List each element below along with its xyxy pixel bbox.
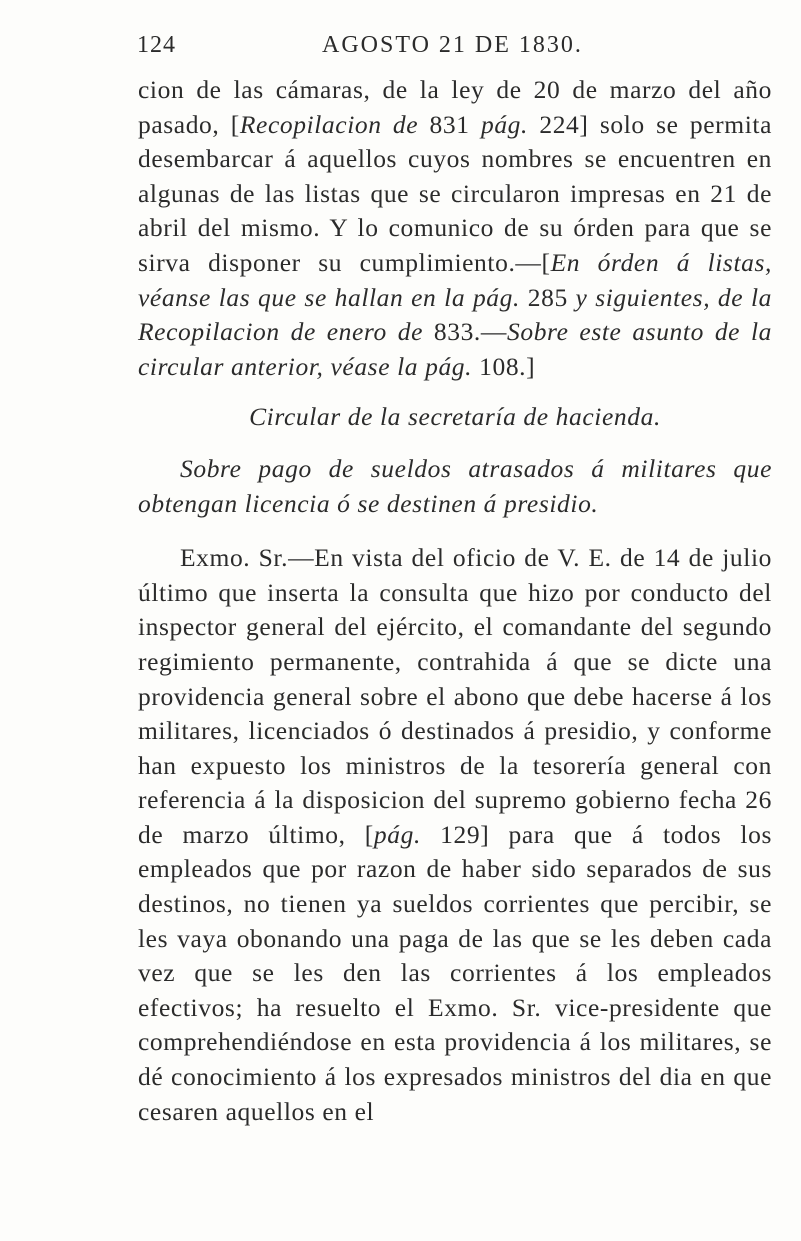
text-segment: Exmo. Sr.—En vista del oficio de V. E. de 14 de julio último que inserta la consulta que hizo por conducto del inspector general del ejército, el comandante del segundo regimiento permanente, contrahida á que se dicte una providencia general sobre el abono que debe hacerse á los militares, licenciados ó destinados á presidio, y conforme han expuesto los ministros de la tesorería general con referencia á la disposicion del supremo gobierno fecha 26 de marzo último, [	[138, 543, 772, 849]
paragraph-continuation	[138, 73, 772, 384]
body-text	[138, 73, 772, 1129]
text-segment: 224] solo se permita desembarcar á aquellos cuyos nombres se encuentren en algunas de las listas que se circularon impresas en 21 de abril del mismo. Y lo comunico de su órden para que se sirva disponer su cumplimiento.—[	[138, 109, 772, 277]
section-heading: Circular de la secretaría de hacienda.	[249, 402, 661, 432]
italic-segment: pág.	[373, 819, 421, 849]
running-head	[137, 32, 657, 62]
page-number: 124	[137, 32, 176, 58]
italic-segment: y siguientes, de la Recopilacion de enero de	[138, 282, 772, 347]
running-head-title: AGOSTO 21 DE 1830.	[322, 32, 583, 58]
text-segment: 285	[519, 282, 576, 312]
text-segment: 831	[418, 109, 481, 139]
text-segment: 108.]	[472, 351, 536, 381]
text-segment: cion de las cámaras, de la ley de 20 de marzo del año pasado, [	[138, 75, 772, 139]
section-subheading: Sobre pago de sueldos atrasados á militares que obtengan licencia ó se destinen á presidio.	[138, 453, 772, 518]
italic-segment: Sobre este asunto de la circular anterior, véase la pág.	[138, 317, 772, 381]
text-segment: 129] para que á todos los empleados que por razon de haber sido separados de sus destinos, no tienen ya sueldos corrientes que percibir, se les vaya obonando una paga de las que se les deben cada vez que se les den las corrientes á los empleados efectivos; ha resuelto el Exmo. Sr. vice-presidente que comprehendiéndose en esta providencia á los militares, se dé conocimiento á los expresados ministros del dia en que cesaren aquellos en el	[138, 819, 772, 1126]
text-segment: 833.—	[423, 317, 507, 347]
italic-segment: Recopilacion de	[239, 109, 419, 139]
paragraph-body	[138, 541, 772, 1129]
italic-segment: pág.	[480, 109, 528, 139]
italic-segment: En órden á listas, véanse las que se hallan en la pág.	[138, 247, 772, 312]
